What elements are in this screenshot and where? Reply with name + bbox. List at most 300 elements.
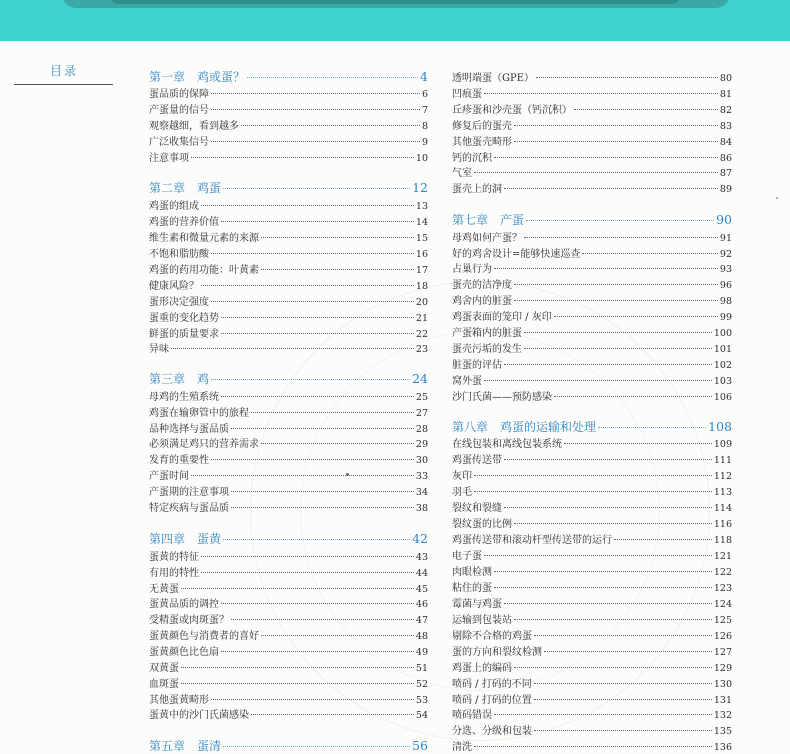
entry-title: 气室 [452, 168, 472, 179]
page-number: 30 [415, 455, 428, 466]
page-number: 84 [719, 137, 732, 148]
dot-leader [514, 619, 712, 620]
chapter-title: 第五章 蛋清 [149, 739, 222, 753]
toc-entry [149, 659, 428, 675]
page-number: 126 [713, 631, 732, 642]
dot-leader [247, 77, 418, 78]
entry-title: 蛋黄颜色与消费者的喜好 [149, 631, 259, 642]
entry-title: 蛋重的变化趋势 [149, 313, 219, 324]
dot-leader [554, 316, 718, 317]
page-number: 22 [415, 329, 428, 340]
toc-chapter [149, 179, 428, 197]
page-number: 42 [412, 531, 428, 546]
entry-title: 蛋壳上的洞 [452, 184, 502, 195]
toc-entry [452, 164, 732, 180]
dot-leader [221, 396, 414, 397]
toc-entry [149, 388, 428, 404]
entry-title: 透明端蛋（GPE） [452, 73, 535, 84]
toc-entry [452, 579, 732, 595]
scan-speck [346, 473, 349, 476]
dot-leader [211, 109, 420, 110]
dot-leader [494, 587, 712, 588]
dot-leader [231, 619, 414, 620]
entry-title: 产蛋时间 [149, 471, 189, 482]
dot-leader [504, 603, 712, 604]
page-number: 132 [713, 710, 732, 721]
dot-leader [474, 746, 712, 747]
dot-leader [494, 268, 718, 269]
entry-title: 鲜蛋的质量要求 [149, 329, 219, 340]
dot-leader [251, 412, 414, 413]
page-number: 103 [713, 376, 732, 387]
toc-chapter [149, 370, 428, 388]
page-number: 56 [412, 738, 428, 753]
toc-entry [149, 340, 428, 356]
page-number: 13 [415, 201, 428, 212]
entry-title: 受精蛋或肉斑蛋？ [149, 615, 229, 626]
page-number: 45 [415, 584, 428, 595]
dot-leader [221, 317, 414, 318]
entry-title: 粘住的蛋 [452, 583, 492, 594]
chapter-title: 第四章 蛋黄 [149, 532, 222, 546]
page-number: 23 [415, 344, 428, 355]
toc-entry [149, 548, 428, 564]
toc-entry [149, 611, 428, 627]
page-number: 10 [415, 153, 428, 164]
toc-entry [452, 595, 732, 611]
entry-title: 其他蛋黄畸形 [149, 695, 209, 706]
toc-entry [149, 564, 428, 580]
entry-title: 鸡蛋在输卵管中的旅程 [149, 408, 249, 419]
entry-title: 窝外蛋 [452, 376, 482, 387]
dot-leader [582, 253, 718, 254]
dot-leader [191, 475, 414, 476]
entry-title: 喷码错误 [452, 710, 492, 721]
toc-chapter [452, 211, 732, 229]
toc-entry [149, 435, 428, 451]
dot-leader [241, 125, 420, 126]
entry-title: 产蛋期的注意事项 [149, 487, 229, 498]
entry-title: 在线包装和离线包装系统 [452, 439, 562, 450]
entry-title: 肉眼检测 [452, 567, 492, 578]
dot-leader [474, 475, 712, 476]
page-number: 109 [713, 439, 732, 450]
dot-leader [211, 459, 414, 460]
page-number: 46 [415, 599, 428, 610]
page-number: 118 [713, 535, 732, 546]
page-number: 101 [713, 344, 732, 355]
chapter-title: 第三章 鸡 [149, 372, 210, 386]
entry-title: 健康风险？ [149, 281, 199, 292]
page-number: 102 [713, 360, 732, 371]
dot-leader [211, 301, 414, 302]
page-number: 54 [415, 710, 428, 721]
dot-leader [231, 491, 414, 492]
dot-leader [261, 237, 414, 238]
entry-title: 广泛收集信号 [149, 137, 209, 148]
banner-shape-inner [110, 0, 680, 4]
page-number: 21 [415, 313, 428, 324]
toc-entry [452, 324, 732, 340]
entry-title: 异味 [149, 344, 169, 355]
page-number: 29 [415, 439, 428, 450]
page-number: 86 [719, 153, 732, 164]
page-number: 27 [415, 408, 428, 419]
dot-leader [211, 253, 414, 254]
dot-leader [261, 443, 414, 444]
toc-entry [149, 404, 428, 420]
dot-leader [524, 348, 712, 349]
entry-title: 裂纹蛋的比例 [452, 519, 512, 530]
page-number: 48 [415, 631, 428, 642]
toc-entry [149, 229, 428, 245]
dot-leader [536, 77, 718, 78]
toc-entry [149, 706, 428, 722]
chapter-title: 第八章 鸡蛋的运输和处理 [452, 420, 597, 434]
page-number: 129 [713, 663, 732, 674]
entry-title: 剔除不合格的鸡蛋 [452, 631, 532, 642]
toc-entry [452, 611, 732, 627]
dot-leader [504, 364, 712, 365]
entry-title: 无黄蛋 [149, 584, 179, 595]
page-number: 123 [713, 583, 732, 594]
toc-entry [149, 85, 428, 101]
entry-title: 鸡蛋的营养价值 [149, 217, 219, 228]
entry-title: 注意事项 [149, 153, 189, 164]
dot-leader [514, 300, 718, 301]
dot-leader [504, 507, 712, 508]
dot-leader [574, 109, 718, 110]
toc-heading-rule [14, 84, 113, 85]
dot-leader [474, 491, 712, 492]
toc-entry [149, 213, 428, 229]
entry-title: 蛋壳污垢的发生 [452, 344, 522, 355]
toc-entry [452, 659, 732, 675]
dot-leader [514, 523, 712, 524]
page-number: 106 [713, 392, 732, 403]
page-number: 16 [415, 249, 428, 260]
toc-entry [452, 563, 732, 579]
entry-title: 鸡蛋传送带和滚动杆型传送带的运行 [452, 535, 612, 546]
page-number: 111 [713, 455, 732, 466]
entry-title: 羽毛 [452, 487, 472, 498]
entry-title: 蛋黄中的沙门氏菌感染 [149, 710, 249, 721]
entry-title: 蛋壳的洁净度 [452, 280, 512, 291]
entry-title: 运输到包装站 [452, 615, 512, 626]
page-number: 130 [713, 679, 732, 690]
page-number: 17 [415, 265, 428, 276]
scan-speck [776, 197, 778, 199]
dot-leader [474, 172, 718, 173]
toc-entry [452, 85, 732, 101]
entry-title: 维生素和微量元素的来源 [149, 233, 259, 244]
toc-entry [452, 245, 732, 261]
dot-leader [181, 667, 414, 668]
toc-entry [149, 451, 428, 467]
page-number: 6 [421, 89, 428, 100]
page-number: 98 [719, 296, 732, 307]
toc-chapter [149, 68, 428, 86]
page-number: 113 [713, 487, 732, 498]
page-number: 108 [708, 419, 732, 434]
dot-leader [201, 205, 414, 206]
entry-title: 好的鸡舍设计=能够快速巡查 [452, 249, 581, 260]
page-number: 25 [415, 392, 428, 403]
page-number: 4 [420, 69, 428, 84]
toc-entry [452, 388, 732, 404]
entry-title: 沙门氏菌——预防感染 [452, 392, 552, 403]
toc-entry [452, 308, 732, 324]
page-number: 87 [719, 168, 732, 179]
page-number: 14 [415, 217, 428, 228]
dot-leader [221, 603, 414, 604]
page-number: 80 [719, 73, 732, 84]
toc-entry [452, 435, 732, 451]
entry-title: 双黄蛋 [149, 663, 179, 674]
page-number: 20 [415, 297, 428, 308]
toc-entry [452, 260, 732, 276]
top-banner [0, 0, 790, 41]
dot-leader [534, 730, 712, 731]
page-number: 135 [713, 726, 732, 737]
toc-entry [149, 627, 428, 643]
entry-title: 裂纹和裂缝 [452, 503, 502, 514]
entry-title: 鸡蛋上的编码 [452, 663, 512, 674]
toc-entry [452, 738, 732, 754]
entry-title: 蛋的方向和裂纹检测 [452, 647, 542, 658]
toc-entry [149, 595, 428, 611]
entry-title: 蛋黄颜色比色扇 [149, 647, 219, 658]
dot-leader [191, 157, 414, 158]
dot-leader [201, 556, 414, 557]
dot-leader [251, 714, 414, 715]
toc-entry [452, 691, 732, 707]
page-number: 34 [415, 487, 428, 498]
page-number: 90 [716, 212, 732, 227]
entry-title: 电子蛋 [452, 551, 482, 562]
toc-entry [452, 356, 732, 372]
dot-leader [181, 588, 414, 589]
toc-entry [452, 675, 732, 691]
toc-entry [452, 467, 732, 483]
dot-leader [484, 93, 718, 94]
toc-entry [149, 691, 428, 707]
entry-title: 有用的特性 [149, 568, 199, 579]
dot-leader [534, 635, 712, 636]
page-number: 52 [415, 679, 428, 690]
dot-leader [231, 507, 414, 508]
toc-entry [452, 276, 732, 292]
entry-title: 占巢行为 [452, 264, 492, 275]
dot-leader [526, 220, 714, 221]
dot-leader [554, 396, 712, 397]
page-number: 83 [719, 121, 732, 132]
entry-title: 产蛋量的信号 [149, 105, 209, 116]
toc-entry [452, 101, 732, 117]
toc-entry [452, 340, 732, 356]
dot-leader [514, 284, 718, 285]
toc-entry [149, 580, 428, 596]
toc-entry [149, 117, 428, 133]
page-number: 53 [415, 695, 428, 706]
entry-title: 蛋黄品质的调控 [149, 599, 219, 610]
entry-title: 霉菌与鸡蛋 [452, 599, 502, 610]
toc-entry [452, 722, 732, 738]
entry-title: 不饱和脂肪酸 [149, 249, 209, 260]
page-number: 136 [713, 742, 732, 753]
entry-title: 蛋品质的保障 [149, 89, 209, 100]
entry-title: 灰印 [452, 471, 472, 482]
toc-entry [149, 643, 428, 659]
dot-leader [544, 651, 712, 652]
entry-title: 脏蛋的评估 [452, 360, 502, 371]
page-number: 28 [415, 424, 428, 435]
dot-leader [514, 667, 712, 668]
entry-title: 母鸡的生殖系统 [149, 392, 219, 403]
page-number: 38 [415, 503, 428, 514]
dot-leader [261, 635, 414, 636]
page-number: 92 [719, 249, 732, 260]
entry-title: 必须满足鸡只的营养需求 [149, 439, 259, 450]
dot-leader [614, 539, 712, 540]
dot-leader [494, 157, 718, 158]
toc-entry [452, 372, 732, 388]
page-number: 43 [415, 552, 428, 563]
dot-leader [211, 379, 410, 380]
toc-heading: 目录 [50, 64, 79, 78]
page-number: 81 [719, 89, 732, 100]
dot-leader [181, 683, 414, 684]
entry-title: 鸡蛋传送带 [452, 455, 502, 466]
page-number: 131 [713, 695, 732, 706]
toc-entry [149, 467, 428, 483]
dot-leader [494, 714, 712, 715]
toc-entry [149, 309, 428, 325]
page-number: 44 [415, 568, 428, 579]
toc-entry [452, 515, 732, 531]
page-number: 93 [719, 264, 732, 275]
entry-title: 蛋黄的特征 [149, 552, 199, 563]
entry-title: 喷码 / 打码的不同 [452, 679, 532, 690]
entry-title: 鸡蛋的组成 [149, 201, 199, 212]
entry-title: 产蛋箱内的脏蛋 [452, 328, 522, 339]
dot-leader [534, 699, 712, 700]
dot-leader [534, 683, 712, 684]
dot-leader [221, 651, 414, 652]
toc-chapter [149, 530, 428, 548]
entry-title: 观察越细，看到越多 [149, 121, 239, 132]
toc-entry [149, 245, 428, 261]
toc-entry [452, 499, 732, 515]
chapter-title: 第二章 鸡蛋 [149, 181, 222, 195]
toc-entry [149, 293, 428, 309]
entry-title: 修复后的蛋壳 [452, 121, 512, 132]
dot-leader [261, 269, 414, 270]
page-number: 82 [719, 105, 732, 116]
page-number: 99 [719, 312, 732, 323]
toc-entry [452, 627, 732, 643]
dot-leader [494, 571, 712, 572]
toc-entry [149, 483, 428, 499]
page-number: 91 [719, 233, 732, 244]
page-number: 125 [713, 615, 732, 626]
entry-title: 凹痕蛋 [452, 89, 482, 100]
toc-entry [452, 643, 732, 659]
dot-leader [201, 572, 414, 573]
page-number: 8 [421, 121, 428, 132]
dot-leader [201, 285, 414, 286]
entry-title: 钙的沉积 [452, 153, 492, 164]
entry-title: 清洗 [452, 742, 472, 753]
dot-leader [514, 125, 718, 126]
entry-title: 品种选择与蛋品质 [149, 424, 229, 435]
page-number: 96 [719, 280, 732, 291]
chapter-title: 第七章 产蛋 [452, 213, 525, 227]
toc-entry [452, 547, 732, 563]
toc-entry [452, 531, 732, 547]
page-number: 18 [415, 281, 428, 292]
dot-leader [514, 141, 718, 142]
toc-entry [149, 420, 428, 436]
dot-leader [524, 332, 712, 333]
dot-leader [231, 428, 414, 429]
toc-entry [452, 117, 732, 133]
dot-leader [484, 380, 712, 381]
toc-entry [149, 101, 428, 117]
toc-entry [149, 325, 428, 341]
entry-title: 喷码 / 打码的位置 [452, 695, 532, 706]
dot-leader [211, 699, 414, 700]
dot-leader [504, 188, 718, 189]
toc-chapter [452, 418, 732, 436]
toc-entry [452, 149, 732, 165]
page-number: 15 [415, 233, 428, 244]
dot-leader [484, 555, 712, 556]
dot-leader [221, 221, 414, 222]
entry-title: 分选、分级和包装 [452, 726, 532, 737]
page-number: 7 [421, 105, 428, 116]
page-number: 33 [415, 471, 428, 482]
entry-title: 母鸡如何产蛋？ [452, 233, 522, 244]
page-number: 24 [412, 371, 428, 386]
toc-entry [452, 451, 732, 467]
dot-leader [223, 539, 410, 540]
entry-title: 鸡舍内的脏蛋 [452, 296, 512, 307]
toc-entry [452, 483, 732, 499]
page-number: 49 [415, 647, 428, 658]
toc-entry [149, 277, 428, 293]
page-number: 122 [713, 567, 732, 578]
page-number: 112 [713, 471, 732, 482]
toc-entry [452, 706, 732, 722]
entry-title: 丘疹蛋和沙壳蛋（钙沉积） [452, 105, 572, 116]
toc-entry [452, 133, 732, 149]
toc-entry [149, 133, 428, 149]
toc-entry [452, 292, 732, 308]
entry-title: 特定疾病与蛋品质 [149, 503, 229, 514]
chapter-title: 第一章 鸡或蛋？ [149, 70, 246, 84]
page-number: 51 [415, 663, 428, 674]
dot-leader [504, 459, 712, 460]
entry-title: 鸡蛋表面的笼印 / 灰印 [452, 312, 552, 323]
entry-title: 其他蛋壳畸形 [452, 137, 512, 148]
dot-leader [223, 746, 410, 747]
dot-leader [171, 348, 414, 349]
toc-entry [452, 229, 732, 245]
page-number: 9 [421, 137, 428, 148]
toc-entry [149, 197, 428, 213]
page-number: 114 [713, 503, 732, 514]
